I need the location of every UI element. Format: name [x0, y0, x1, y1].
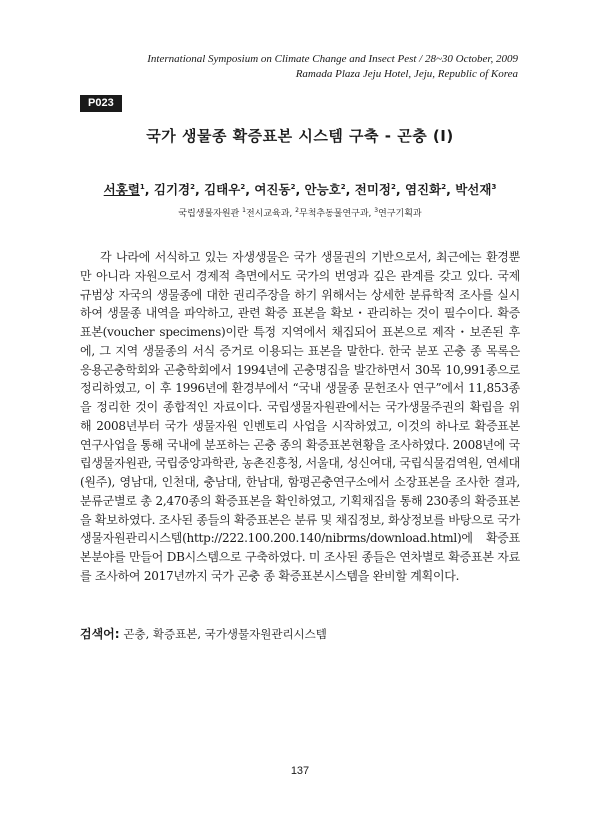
- author-list: 서홍렬$^1$, 김기경$^2$, 김태우$^2$, 여진동$^2$, 안능호$^2$, 전미정$^2$, 염진화$^2$, 박선재$^3$: [103, 182, 497, 197]
- abstract-body: 각 나라에 서식하고 있는 자생생물은 국가 생물권의 기반으로서, 최근에는 환경뿐만 아니라 자원으로서 경제적 측면에서도 국가의 번영과 깊은 관계를 갖고 있다. 국제 규범상 자국의 생물종에 대한 권리주장을 하기 위해서는 상세한 분류학적 조사를 실시하여 생물종 내역을 파악하고, 관련 확증 표본을 확보・관리하는 것이 필수이다. 확증표본(voucher specimens)이란 특정 지역에서 채집되어 표본으로 제작・보존된 후에, 그 지역 생물종의 서식 증거로 이용되는 표본을 말한다. 한국 분포 곤충 종 목록은 응용곤충학회와 곤충학회에서 1994년에 곤충명집을 발간하면서 30목 10,991종으로 정리하였고, 이 후 1996년에 환경부에서 “국내 생물종 문헌조사 연구”에서 11,853종을 정리한 것이 종합적인 자료이다. 국립생물자원관에서는 국가생물주권의 확립을 위해 2008년부터 국가 생물자원 인벤토리 사업을 시작하였고, 이것의 하나로 확증표본 연구사업을 통해 국내에 분포하는 곤충 종의 확증표본현황을 조사하였다. 2008년에 국립생물자원관, 국립중앙과학관, 농촌진흥청, 서울대, 성신여대, 국립식물검역원, 연세대(원주), 영남대, 인천대, 충남대, 한남대, 함평곤충연구소에서 소장표본을 조사한 결과, 분류군별로 총 2,470종의 확증표본을 확인하였고, 기획채집을 통해 230종의 확증표본을 확보하였다. 조사된 종들의 확증표본은 분류 및 채집정보, 화상정보를 바탕으로 국가생물자원관리시스템(http://222.100.200.140/nibrms/download.html)에 확증표본분야를 만들어 DB시스템으로 구축하였다. 미 조사된 종들은 연차별로 확증표본 자료를 조사하여 2017년까지 국가 곤충 종 확증표본시스템을 완비할 계획이다.: [80, 250, 520, 583]
- author: 염진화$^2$: [404, 182, 447, 197]
- affiliation-2: 무척추동물연구과,: [299, 209, 372, 219]
- header-line-2: Ramada Plaza Jeju Hotel, Jeju, Republic of Korea: [295, 68, 518, 80]
- keywords-label: 검색어:: [80, 627, 120, 641]
- author: 서홍렬$^1$: [103, 182, 145, 197]
- header-line-1: International Symposium on Climate Change and Insect Pest / 28~30 October, 2009: [147, 53, 518, 65]
- author: 김태우$^2$: [204, 182, 246, 197]
- page-number: 137: [290, 765, 310, 777]
- affiliation-1: 전시교육과,: [245, 209, 293, 219]
- affiliation-3: 연구기획과: [378, 209, 422, 219]
- author: 안능호$^2$: [304, 182, 346, 197]
- author: 여진동$^2$: [254, 182, 296, 197]
- author: 김기경$^2$: [153, 182, 195, 197]
- conference-header: [147, 52, 518, 82]
- affiliation-org: 국립생물자원관: [178, 209, 240, 219]
- affiliations: 국립생물자원관 $^1$전시교육과, $^2$무척추동물연구과, $^3$연구기획과: [178, 207, 422, 219]
- author: 전미정$^2$: [354, 182, 396, 197]
- poster-id-badge: P023: [80, 95, 122, 112]
- keywords-text: 곤충, 확증표본, 국가생물자원관리시스템: [123, 627, 327, 641]
- author: 박선재$^3$: [455, 182, 497, 197]
- keywords: [80, 625, 327, 642]
- paper-title: 국가 생물종 확증표본 시스템 구축 - 곤충 (I): [146, 127, 454, 145]
